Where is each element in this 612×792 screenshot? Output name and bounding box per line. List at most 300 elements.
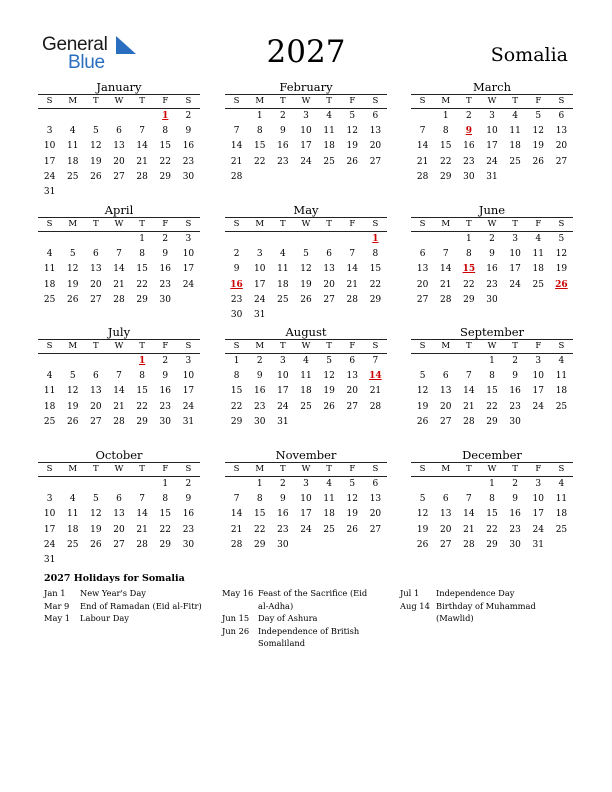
- day-cell: 15: [253, 141, 266, 152]
- day-cell: 25: [323, 156, 335, 167]
- weekday-label: M: [68, 96, 78, 106]
- day-cell: 20: [369, 509, 382, 520]
- day-cell: 1: [442, 111, 449, 121]
- day-cell: 17: [486, 141, 498, 152]
- day-cell: 7: [233, 494, 240, 505]
- day-cell: 16: [253, 386, 266, 397]
- day-cell: 7: [419, 126, 426, 137]
- weekday-label: M: [441, 219, 451, 229]
- day-grid: [225, 109, 387, 185]
- month-name: April: [104, 203, 134, 217]
- day-cell: 13: [416, 264, 429, 275]
- day-cell: 16: [277, 141, 289, 152]
- weekday-label: F: [162, 219, 169, 229]
- day-cell: 19: [90, 156, 102, 167]
- empty-cell: [38, 232, 61, 247]
- day-grid: [38, 232, 200, 308]
- day-cell: 6: [419, 249, 426, 260]
- day-cell: 2: [512, 356, 518, 366]
- day-cell: 4: [326, 111, 332, 121]
- empty-cell: [107, 109, 130, 124]
- day-cell: 30: [230, 309, 243, 320]
- weekday-label: S: [185, 341, 192, 351]
- holiday-date: Jul 1: [400, 588, 420, 598]
- day-cell: 7: [465, 371, 472, 382]
- weekday-label: F: [349, 96, 356, 106]
- day-cell: 10: [277, 371, 289, 382]
- day-cell: 22: [253, 524, 266, 535]
- day-cell: 23: [277, 156, 289, 167]
- day-cell: 22: [159, 524, 171, 535]
- day-cell: 12: [90, 141, 102, 152]
- day-cell: 17: [509, 264, 521, 275]
- weekday-label: W: [114, 464, 124, 474]
- day-cell: 1: [256, 479, 263, 489]
- weekday-label: W: [301, 341, 311, 351]
- day-cell: 23: [182, 156, 195, 167]
- day-cell: 8: [139, 249, 145, 260]
- day-cell: 26: [323, 401, 335, 412]
- day-cell: 4: [558, 356, 565, 366]
- holiday-date: Jun 26: [222, 625, 250, 636]
- empty-cell: [225, 232, 248, 247]
- empty-cell: [294, 232, 317, 247]
- day-cell: 25: [555, 524, 568, 535]
- weekday-label: M: [255, 96, 265, 106]
- day-cell: 27: [439, 416, 452, 427]
- month-name: November: [275, 448, 337, 462]
- day-grid: [38, 109, 200, 200]
- day-cell: 22: [463, 279, 475, 290]
- month-name: March: [473, 80, 511, 94]
- weekday-label: M: [68, 341, 78, 351]
- day-cell: 8: [233, 371, 240, 382]
- day-cell: 28: [369, 401, 382, 412]
- day-cell: 1: [256, 111, 263, 121]
- day-cell: 24: [277, 401, 289, 412]
- month-name: June: [478, 203, 506, 217]
- day-cell: 13: [113, 141, 125, 152]
- day-cell: 9: [185, 494, 192, 505]
- weekday-label: S: [372, 96, 379, 106]
- day-cell: 24: [486, 156, 498, 167]
- day-cell: 11: [323, 126, 335, 137]
- day-cell: 2: [162, 234, 169, 244]
- day-cell: 3: [185, 234, 192, 244]
- weekday-header: [411, 339, 573, 354]
- holiday-day: 9: [465, 126, 472, 137]
- day-cell: 25: [300, 401, 312, 412]
- weekday-label: F: [349, 341, 356, 351]
- day-cell: 27: [113, 171, 125, 182]
- empty-cell: [434, 477, 457, 492]
- day-cell: 12: [532, 126, 544, 137]
- day-cell: 19: [66, 401, 79, 412]
- day-cell: 8: [489, 371, 495, 382]
- day-cell: 11: [300, 371, 312, 382]
- holiday-day: 14: [369, 371, 382, 382]
- weekday-label: S: [185, 219, 192, 229]
- day-cell: 27: [416, 294, 429, 305]
- day-cell: 16: [159, 264, 171, 275]
- day-cell: 6: [372, 479, 379, 489]
- day-cell: 22: [136, 401, 148, 412]
- weekday-label: S: [558, 219, 565, 229]
- day-cell: 8: [162, 494, 169, 505]
- day-cell: 6: [116, 126, 122, 137]
- month-december: [411, 448, 573, 553]
- day-cell: 10: [253, 264, 266, 275]
- empty-cell: [225, 477, 248, 492]
- holiday-item: [44, 612, 214, 625]
- month-november: [225, 448, 387, 553]
- day-cell: 31: [43, 554, 56, 565]
- day-cell: 16: [182, 141, 195, 152]
- day-cell: 31: [182, 416, 195, 427]
- weekday-label: T: [139, 219, 145, 229]
- day-cell: 21: [136, 524, 148, 535]
- day-cell: 5: [69, 371, 76, 382]
- day-cell: 29: [439, 171, 452, 182]
- day-cell: 10: [43, 141, 56, 152]
- day-cell: 19: [66, 279, 79, 290]
- day-cell: 22: [439, 156, 452, 167]
- day-cell: 22: [159, 156, 171, 167]
- day-cell: 27: [346, 401, 358, 412]
- day-cell: 11: [555, 494, 568, 505]
- day-cell: 14: [136, 141, 148, 152]
- day-cell: 4: [512, 111, 518, 121]
- weekday-header: [225, 94, 387, 109]
- day-cell: 7: [442, 249, 449, 260]
- day-cell: 28: [416, 171, 429, 182]
- day-cell: 28: [230, 171, 243, 182]
- month-name: December: [462, 448, 522, 462]
- month-february: [225, 80, 387, 185]
- day-cell: 11: [532, 249, 544, 260]
- month-name: July: [107, 325, 131, 339]
- empty-cell: [411, 477, 434, 492]
- day-cell: 14: [346, 264, 358, 275]
- day-cell: 5: [92, 494, 99, 505]
- day-cell: 12: [90, 509, 102, 520]
- day-cell: 26: [346, 156, 358, 167]
- day-grid: [411, 354, 573, 430]
- empty-cell: [434, 232, 457, 247]
- day-cell: 17: [182, 386, 195, 397]
- day-cell: 29: [253, 539, 266, 550]
- day-cell: 22: [486, 401, 498, 412]
- weekday-label: M: [68, 219, 78, 229]
- day-cell: 31: [277, 416, 289, 427]
- day-cell: 2: [489, 234, 495, 244]
- holiday-date: Aug 14: [400, 600, 430, 611]
- empty-cell: [411, 109, 434, 124]
- day-cell: 20: [369, 141, 382, 152]
- holiday-date: May 16: [222, 588, 254, 598]
- weekday-label: F: [162, 464, 169, 474]
- day-cell: 4: [326, 479, 332, 489]
- holiday-name: Birthday of Muhammad (Mawlid): [436, 600, 536, 624]
- empty-cell: [411, 232, 434, 247]
- day-cell: 28: [113, 294, 125, 305]
- day-cell: 13: [439, 386, 452, 397]
- weekday-label: T: [512, 219, 518, 229]
- day-cell: 30: [277, 539, 289, 550]
- day-cell: 27: [369, 524, 382, 535]
- month-january: [38, 80, 200, 200]
- day-cell: 2: [233, 249, 240, 260]
- weekday-header: [411, 462, 573, 477]
- day-cell: 6: [326, 249, 332, 260]
- day-cell: 27: [369, 156, 382, 167]
- day-cell: 23: [486, 279, 498, 290]
- month-june: [411, 203, 573, 308]
- day-cell: 11: [66, 141, 79, 152]
- day-cell: 20: [90, 401, 102, 412]
- day-cell: 16: [509, 386, 521, 397]
- empty-cell: [318, 232, 341, 247]
- month-name: August: [285, 325, 327, 339]
- weekday-label: W: [301, 96, 311, 106]
- day-cell: 15: [230, 386, 243, 397]
- day-cell: 10: [182, 249, 195, 260]
- weekday-label: W: [301, 464, 311, 474]
- day-cell: 26: [532, 156, 544, 167]
- weekday-label: S: [419, 96, 426, 106]
- month-name: September: [459, 325, 525, 339]
- day-cell: 10: [486, 126, 498, 137]
- day-cell: 15: [253, 509, 266, 520]
- weekday-label: T: [93, 96, 99, 106]
- weekday-label: T: [466, 219, 472, 229]
- weekday-label: S: [558, 96, 565, 106]
- day-cell: 30: [509, 416, 521, 427]
- day-cell: 17: [300, 509, 312, 520]
- day-cell: 30: [509, 539, 521, 550]
- day-cell: 19: [532, 141, 544, 152]
- holiday-name: End of Ramadan (Eid al-Fitr): [80, 600, 202, 611]
- month-july: [38, 325, 200, 430]
- day-cell: 10: [182, 371, 195, 382]
- day-cell: 16: [509, 509, 521, 520]
- weekday-label: W: [114, 341, 124, 351]
- day-cell: 4: [303, 356, 309, 366]
- day-cell: 23: [463, 156, 475, 167]
- weekday-header: [411, 94, 573, 109]
- day-cell: 8: [256, 126, 263, 137]
- day-cell: 26: [66, 416, 79, 427]
- day-cell: 20: [439, 524, 452, 535]
- empty-cell: [61, 477, 84, 492]
- weekday-label: F: [162, 341, 169, 351]
- day-cell: 21: [416, 156, 429, 167]
- day-cell: 10: [509, 249, 521, 260]
- empty-cell: [457, 354, 480, 369]
- day-cell: 20: [346, 386, 358, 397]
- day-cell: 20: [323, 279, 335, 290]
- day-cell: 14: [136, 509, 148, 520]
- day-cell: 12: [346, 126, 358, 137]
- weekday-header: [411, 217, 573, 232]
- day-cell: 10: [300, 494, 312, 505]
- holidays-title: 2027 Holidays for Somalia: [44, 573, 185, 584]
- day-cell: 24: [182, 279, 195, 290]
- day-cell: 3: [535, 356, 542, 366]
- day-cell: 13: [555, 126, 568, 137]
- day-cell: 12: [300, 264, 312, 275]
- day-cell: 10: [300, 126, 312, 137]
- day-cell: 4: [46, 371, 53, 382]
- weekday-label: M: [68, 464, 78, 474]
- day-cell: 5: [92, 126, 99, 137]
- day-cell: 25: [532, 279, 544, 290]
- day-cell: 4: [69, 126, 76, 137]
- day-cell: 5: [349, 111, 356, 121]
- empty-cell: [107, 232, 130, 247]
- holiday-item: [400, 587, 570, 600]
- weekday-label: T: [466, 96, 472, 106]
- weekday-label: T: [280, 219, 286, 229]
- day-cell: 5: [349, 479, 356, 489]
- day-cell: 28: [439, 294, 452, 305]
- day-cell: 16: [486, 264, 498, 275]
- weekday-label: W: [487, 341, 497, 351]
- day-cell: 7: [139, 494, 145, 505]
- day-cell: 10: [43, 509, 56, 520]
- day-cell: 12: [555, 249, 568, 260]
- day-cell: 4: [46, 249, 53, 260]
- country-name: Somalia: [490, 44, 568, 66]
- day-cell: 3: [46, 126, 53, 137]
- day-cell: 21: [113, 279, 125, 290]
- day-cell: 13: [369, 494, 382, 505]
- weekday-label: M: [255, 219, 265, 229]
- weekday-label: S: [419, 464, 426, 474]
- day-cell: 1: [465, 234, 472, 244]
- weekday-label: M: [441, 96, 451, 106]
- day-cell: 29: [486, 539, 498, 550]
- day-cell: 16: [159, 386, 171, 397]
- day-cell: 3: [279, 356, 286, 366]
- day-cell: 27: [323, 294, 335, 305]
- day-cell: 8: [372, 249, 379, 260]
- month-name: May: [293, 203, 319, 217]
- weekday-header: [38, 94, 200, 109]
- day-cell: 19: [416, 401, 429, 412]
- weekday-label: T: [93, 341, 99, 351]
- weekday-label: S: [46, 341, 53, 351]
- holiday-item: [44, 587, 214, 600]
- day-cell: 27: [555, 156, 568, 167]
- day-cell: 2: [279, 111, 286, 121]
- weekday-label: S: [233, 219, 240, 229]
- holiday-item: [222, 612, 372, 625]
- day-cell: 21: [230, 156, 243, 167]
- month-name: October: [95, 448, 143, 462]
- day-cell: 7: [372, 356, 379, 366]
- day-cell: 21: [463, 524, 475, 535]
- day-cell: 6: [442, 494, 449, 505]
- day-cell: 2: [279, 479, 286, 489]
- day-grid: [225, 477, 387, 553]
- weekday-header: [225, 462, 387, 477]
- day-cell: 22: [486, 524, 498, 535]
- day-cell: 30: [159, 294, 171, 305]
- empty-cell: [434, 354, 457, 369]
- day-cell: 9: [512, 494, 518, 505]
- weekday-label: S: [419, 341, 426, 351]
- day-cell: 31: [486, 171, 498, 182]
- holiday-day: 16: [230, 279, 243, 290]
- day-cell: 18: [323, 141, 335, 152]
- weekday-label: W: [487, 464, 497, 474]
- day-cell: 24: [43, 539, 56, 550]
- day-cell: 28: [230, 539, 243, 550]
- weekday-label: T: [93, 219, 99, 229]
- day-cell: 15: [486, 509, 498, 520]
- day-cell: 15: [159, 141, 171, 152]
- day-cell: 18: [66, 524, 79, 535]
- day-cell: 15: [439, 141, 452, 152]
- weekday-label: T: [139, 341, 145, 351]
- day-cell: 21: [463, 401, 475, 412]
- day-cell: 15: [159, 509, 171, 520]
- day-cell: 25: [277, 294, 289, 305]
- day-cell: 9: [279, 494, 286, 505]
- holiday-name: Feast of the Sacrifice (Eid al-Adha): [258, 588, 368, 611]
- day-cell: 25: [43, 294, 56, 305]
- weekday-label: T: [139, 96, 145, 106]
- weekday-label: T: [512, 464, 518, 474]
- day-cell: 4: [279, 249, 286, 260]
- day-cell: 18: [66, 156, 79, 167]
- empty-cell: [271, 232, 294, 247]
- weekday-header: [38, 462, 200, 477]
- day-cell: 5: [558, 234, 565, 244]
- day-cell: 11: [509, 126, 521, 137]
- holiday-item: [222, 625, 372, 650]
- holiday-name: Independence Day: [436, 588, 515, 598]
- day-cell: 11: [277, 264, 289, 275]
- day-cell: 4: [558, 479, 565, 489]
- weekday-label: S: [233, 96, 240, 106]
- day-cell: 9: [489, 249, 495, 260]
- day-cell: 19: [346, 141, 358, 152]
- weekday-label: F: [349, 464, 356, 474]
- weekday-label: S: [46, 219, 53, 229]
- weekday-label: T: [280, 464, 286, 474]
- holiday-date: May 1: [44, 613, 71, 624]
- day-cell: 22: [369, 279, 382, 290]
- weekday-label: T: [326, 219, 332, 229]
- day-cell: 24: [509, 279, 521, 290]
- day-cell: 20: [113, 524, 125, 535]
- day-cell: 5: [419, 371, 426, 382]
- day-cell: 6: [349, 356, 356, 366]
- day-cell: 21: [136, 156, 148, 167]
- empty-cell: [248, 232, 271, 247]
- day-cell: 5: [326, 356, 332, 366]
- day-cell: 30: [463, 171, 475, 182]
- day-cell: 19: [323, 386, 335, 397]
- day-cell: 18: [277, 279, 289, 290]
- day-cell: 24: [532, 524, 544, 535]
- weekday-label: F: [535, 96, 542, 106]
- day-cell: 18: [43, 279, 56, 290]
- day-cell: 12: [66, 264, 79, 275]
- day-cell: 23: [277, 524, 289, 535]
